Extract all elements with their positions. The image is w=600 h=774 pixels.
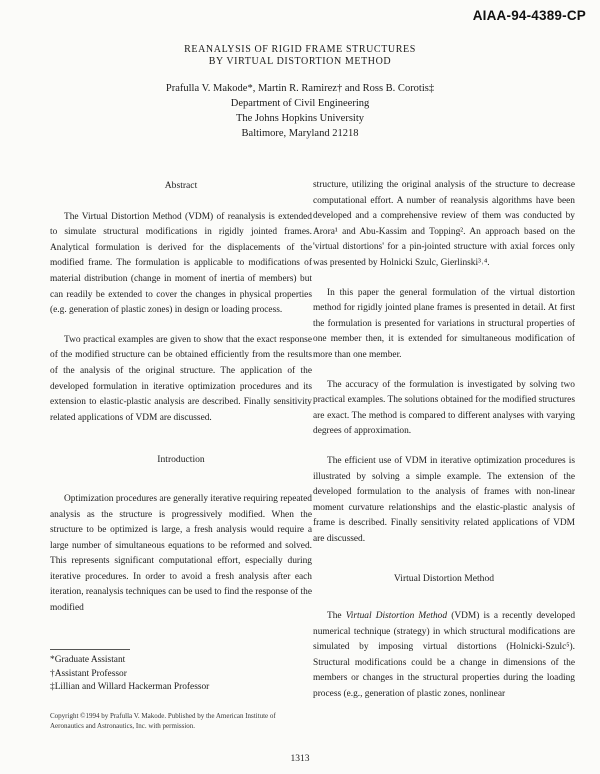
footnotes	[50, 654, 312, 695]
copyright-notice: Copyright ©1994 by Prafulla V. Makode. Published by the American Institute of Aeronautics and Astronautics, Inc. with permission.	[50, 712, 276, 730]
abstract-paragraph-1: The Virtual Distortion Method (VDM) of reanalysis is extended to simulate structural modifications in rigidly jointed frames. Analytical formulation is derived for the displacements of the modified frame. The formulation is applicable to modifications of material distribution (change in moment of inertia of members) but can readily be extended to cover the changes in physical properties (e.g. generation of plastic zones) in design or loading process.	[50, 211, 312, 316]
abstract-heading: Abstract	[164, 180, 198, 191]
paper-id-label: AIAA-94-4389-CP	[472, 8, 586, 23]
title-line-1: REANALYSIS OF RIGID FRAME STRUCTURES	[184, 44, 416, 55]
affiliation-dept: Department of Civil Engineering	[230, 98, 370, 109]
right-column	[313, 178, 575, 703]
introduction-paragraph-1: Optimization procedures are generally iterative requiring repeated analysis as the structure is progressively modified. When the structure to be optimized is large, a fresh analysis would require a large number of simultaneous equations to be reformed and solved. This represents significant computational effort, especially during iterative procedures. In order to avoid a fresh analysis after each iteration, reanalysis techniques can be used to find the response of the modified	[50, 493, 312, 614]
left-column	[50, 178, 312, 617]
right-paragraph-2: In this paper the general formulation of the virtual distortion method for rigidly jointed plane frames is presented in detail. At first the formulation is presented for variations in structural properties of one member then, it is extended for simultaneous modification of more than one member.	[313, 287, 575, 360]
footnote-3: ‡Lillian and Willard Hackerman Professor	[50, 682, 210, 692]
vdm-intro-text: (VDM) is a recently developed numerical technique (strategy) in which structural modifications are simulated by imposing virtual distortions (Holnicki-Szulc⁵). Structural modifications could be a change in dimensions of the members or changes in the structural properties during the loading process (e.g., generation of plastic zones, nonlinear	[313, 611, 576, 700]
abstract-paragraph-2: Two practical examples are given to show that the exact response of the modified structure can be obtained efficiently from the results of the analysis of the original structure. The application of the developed formulation in iterative optimization procedures and its extension to elastic-plastic analysis are described. Finally sensitivity related applications of VDM are discussed.	[50, 334, 312, 423]
vdm-heading: Virtual Distortion Method	[393, 573, 495, 585]
affiliation-university: The Johns Hopkins University	[235, 113, 365, 124]
page-number: 1313	[290, 754, 310, 764]
right-paragraph-5	[313, 609, 575, 703]
right-paragraph-1: structure, utilizing the original analysis of the structure to decrease computational effort. A number of reanalysis algorithms have been developed and a comprehensive review of them was conducted by Arora¹ and Abu-Kassim and Topping². An approach based on the 'virtual distortions' for a pin-jointed structure with axial forces only was presented by Holnicki Szulc, Gierlinski³˒⁴.	[313, 180, 575, 268]
footnote-2: †Assistant Professor	[50, 668, 127, 679]
title-line-2: BY VIRTUAL DISTORTION METHOD	[208, 56, 392, 67]
authors: Prafulla V. Makode*, Martin R. Ramirez† and Ross B. Corotis‡	[165, 83, 435, 94]
vdm-term: Virtual Distortion Method	[345, 611, 448, 622]
right-paragraph-4: The efficient use of VDM in iterative optimization procedures is illustrated by solving a simple example. The extension of the developed formulation to the analysis of frames with non-linear moment curvature relationships and the elastic-plastic analysis of frame is described. Finally sensitivity related applications of VDM are discussed.	[313, 455, 575, 544]
affiliation-city: Baltimore, Maryland 21218	[241, 128, 359, 139]
footnote-rule	[50, 649, 130, 650]
footnote-1: *Graduate Assistant	[50, 655, 126, 665]
vdm-intro-prefix: The	[327, 611, 346, 622]
introduction-heading: Introduction	[157, 454, 205, 466]
right-paragraph-3: The accuracy of the formulation is investigated by solving two practical examples. The solutions obtained for the modified structures are exact. The method is compared to different analyses with varying degrees of approximation.	[313, 379, 575, 437]
